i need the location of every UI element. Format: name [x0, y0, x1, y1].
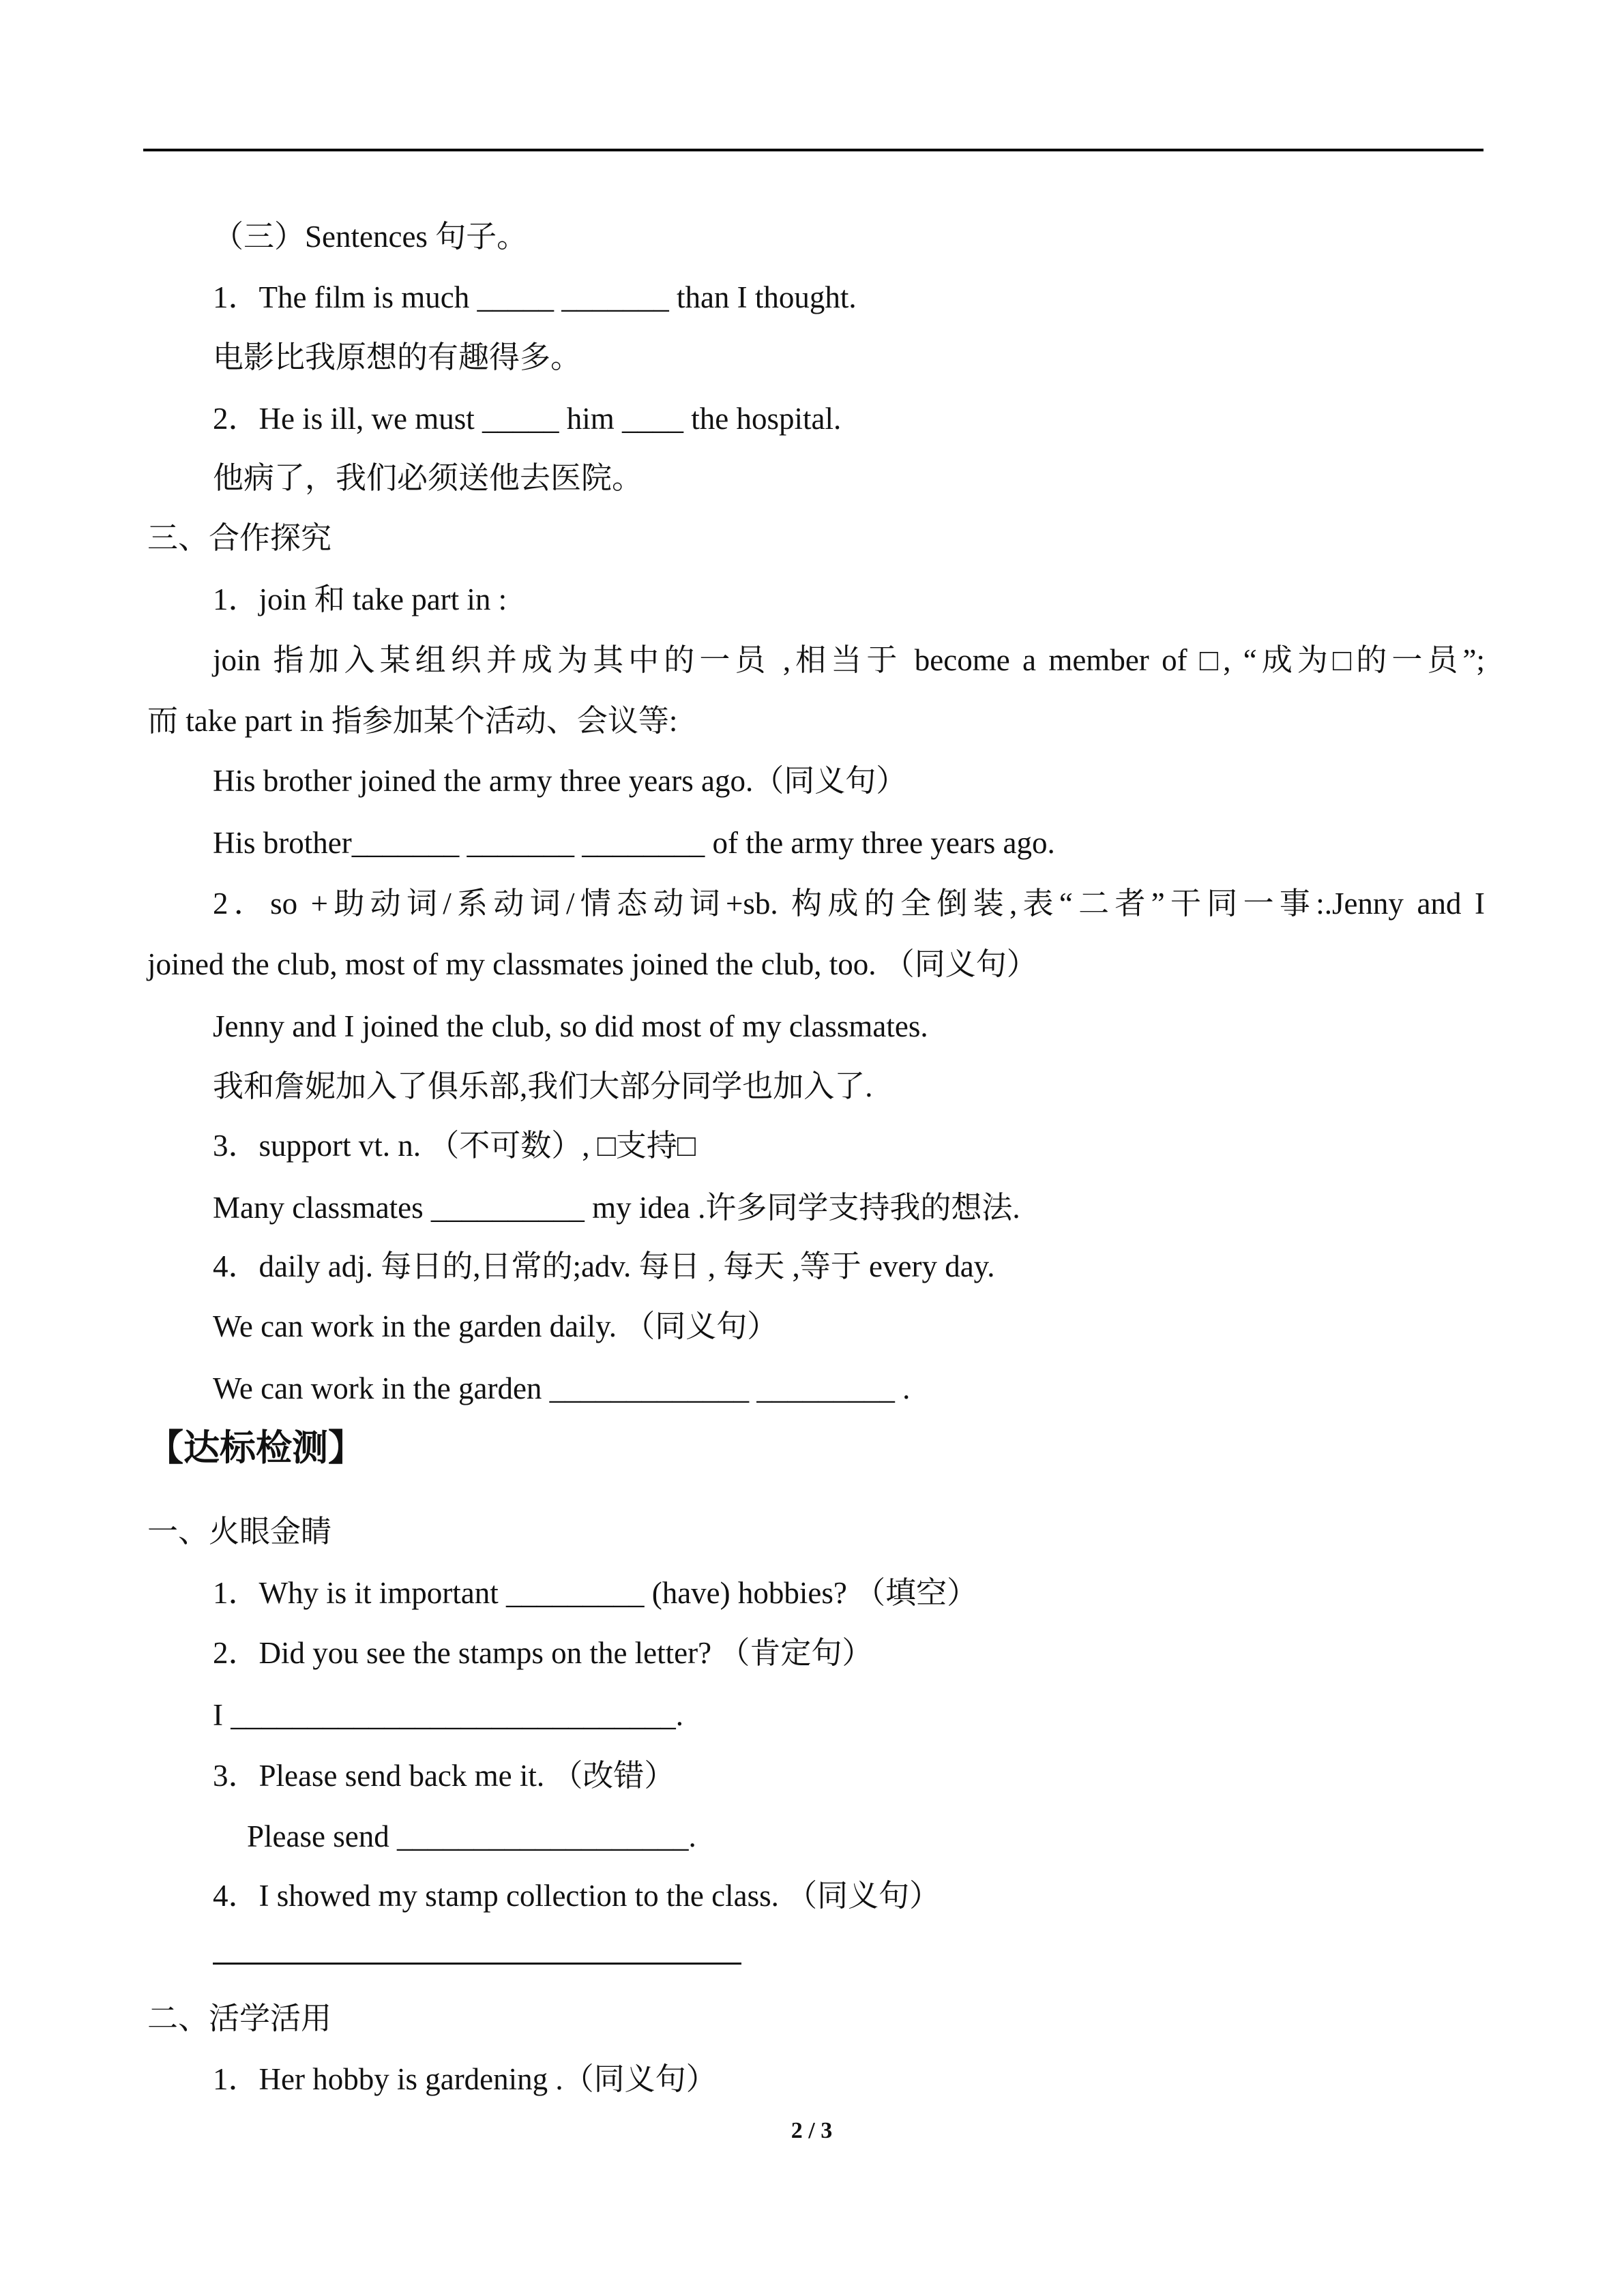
point-3-title: 3．support vt. n. （不可数）, □支持□: [213, 1129, 696, 1163]
assessment-heading: 【达标检测】: [147, 1427, 364, 1469]
point-4-example: We can work in the garden daily. （同义句）: [213, 1309, 778, 1343]
assessment-item-3-answer-line: Please send ___________________.: [247, 1819, 696, 1853]
assessment-item-2: 2．Did you see the stamps on the letter? （肯定句）: [213, 1636, 873, 1670]
point-1-explanation-line-2: 而 take part in 指参加某个活动、会议等:: [147, 704, 678, 738]
assessment-item-1: 1．Why is it important _________ (have) hobbies? （填空）: [213, 1576, 978, 1610]
point-1-exercise: His brother_______ _______ ________ of the army three years ago.: [213, 826, 1055, 860]
point-2-chinese: 我和詹妮加入了俱乐部,我们大部分同学也加入了.: [213, 1069, 873, 1103]
part-2-heading: 二、活学活用: [147, 2001, 332, 2036]
point-4-title: 4．daily adj. 每日的,日常的;adv. 每日 , 每天 ,等于 every day.: [213, 1249, 995, 1283]
point-1-explanation-line-1: join 指加入某组织并成为其中的一员 ,相当于 become a member of □, “成为□的一员”;: [213, 643, 1485, 677]
point-4-exercise: We can work in the garden _____________ _________ .: [213, 1371, 911, 1405]
point-2-answer: Jenny and I joined the club, so did most of my classmates.: [213, 1009, 928, 1043]
assessment-item-4-answer-blank: [213, 1963, 741, 1965]
point-2-title: 2．so +助动词/系动词/情态动词+sb. 构成的全倒装,表“二者”干同一事:.Jenny and I: [213, 886, 1485, 921]
sentence-1-english: 1．The film is much _____ _______ than I thought.: [213, 280, 857, 314]
sentence-2-english: 2．He is ill, we must _____ him ____ the hospital.: [213, 402, 842, 436]
sentence-1-chinese: 电影比我原想的有趣得多。: [213, 340, 582, 374]
point-1-title: 1．join 和 take part in :: [213, 582, 507, 616]
assessment-item-2-answer-line: I _____________________________.: [213, 1698, 683, 1732]
sentence-2-chinese: 他病了，我们必须送他去医院。: [213, 461, 643, 495]
point-2-example-line-2: joined the club, most of my classmates joined the club, too. （同义句）: [147, 947, 1037, 981]
part-1-heading: 一、火眼金睛: [147, 1515, 332, 1549]
section-cooperative-inquiry-heading: 三、合作探究: [147, 521, 332, 555]
assessment-item-3: 3．Please send back me it. （改错）: [213, 1759, 675, 1793]
point-3-exercise: Many classmates __________ my idea .许多同学支持我的想法.: [213, 1191, 1020, 1225]
point-1-example: His brother joined the army three years ago.（同义句）: [213, 764, 907, 798]
assessment-item-4: 4．I showed my stamp collection to the class. （同义句）: [213, 1879, 941, 1913]
page-number: 2 / 3: [791, 2118, 833, 2143]
part-2-item-1: 1．Her hobby is gardening .（同义句）: [213, 2062, 717, 2096]
section-sentences-heading: （三）Sentences 句子。: [213, 220, 528, 254]
